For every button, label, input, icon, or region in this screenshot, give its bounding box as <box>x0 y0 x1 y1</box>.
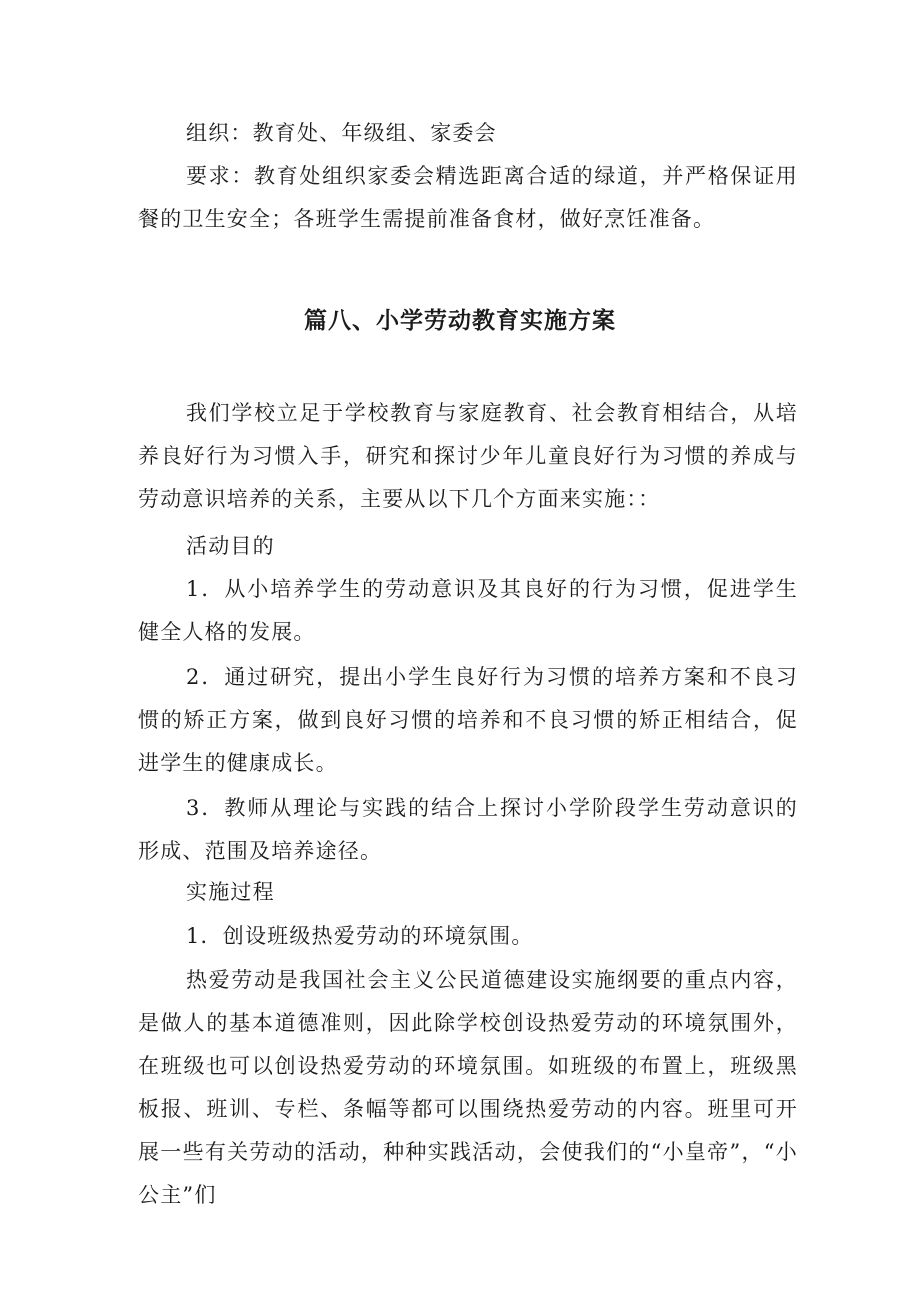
requirement-paragraph: 要求：教育处组织家委会精选距离合适的绿道，并严格保证用餐的卫生安全；各班学生需提前准备食材，做好烹饪准备。 <box>138 164 798 231</box>
process-heading: 实施过程 <box>186 880 275 904</box>
process-item-1-paragraph: 热爱劳动是我国社会主义公民道德建设实施纲要的重点内容，是做人的基本道德准则，因此除学校创设热爱劳动的环境氛围外，在班级也可以创设热爱劳动的环境氛围。如班级的布置上，班级黑板报、班训、专栏、条幅等都可以围绕热爱劳动的内容。班里可开展一些有关劳动的活动，种种实践活动，会使我们的“小皇帝”，“小公主”们 <box>138 968 798 1207</box>
organizer-line: 组织：教育处、年级组、家委会 <box>186 121 497 145</box>
purpose-item-1: 1．从小培养学生的劳动意识及其良好的行为习惯，促进学生健全人格的发展。 <box>138 577 798 644</box>
purpose-heading: 活动目的 <box>186 534 275 558</box>
process-item-1: 1．创设班级热爱劳动的环境氛围。 <box>186 924 534 948</box>
intro-paragraph: 我们学校立足于学校教育与家庭教育、社会教育相结合，从培养良好行为习惯入手，研究和探讨少年儿童良好行为习惯的养成与劳动意识培养的关系，主要从以下几个方面来实施：： <box>138 401 798 511</box>
section-title: 篇八、小学劳动教育实施方案 <box>304 308 616 334</box>
purpose-item-2: 2．通过研究，提出小学生良好行为习惯的培养方案和不良习惯的矫正方案，做到良好习惯的培养和不良习惯的矫正相结合，促进学生的健康成长。 <box>138 665 798 775</box>
purpose-item-3: 3．教师从理论与实践的结合上探讨小学阶段学生劳动意识的形成、范围及培养途径。 <box>138 796 798 863</box>
